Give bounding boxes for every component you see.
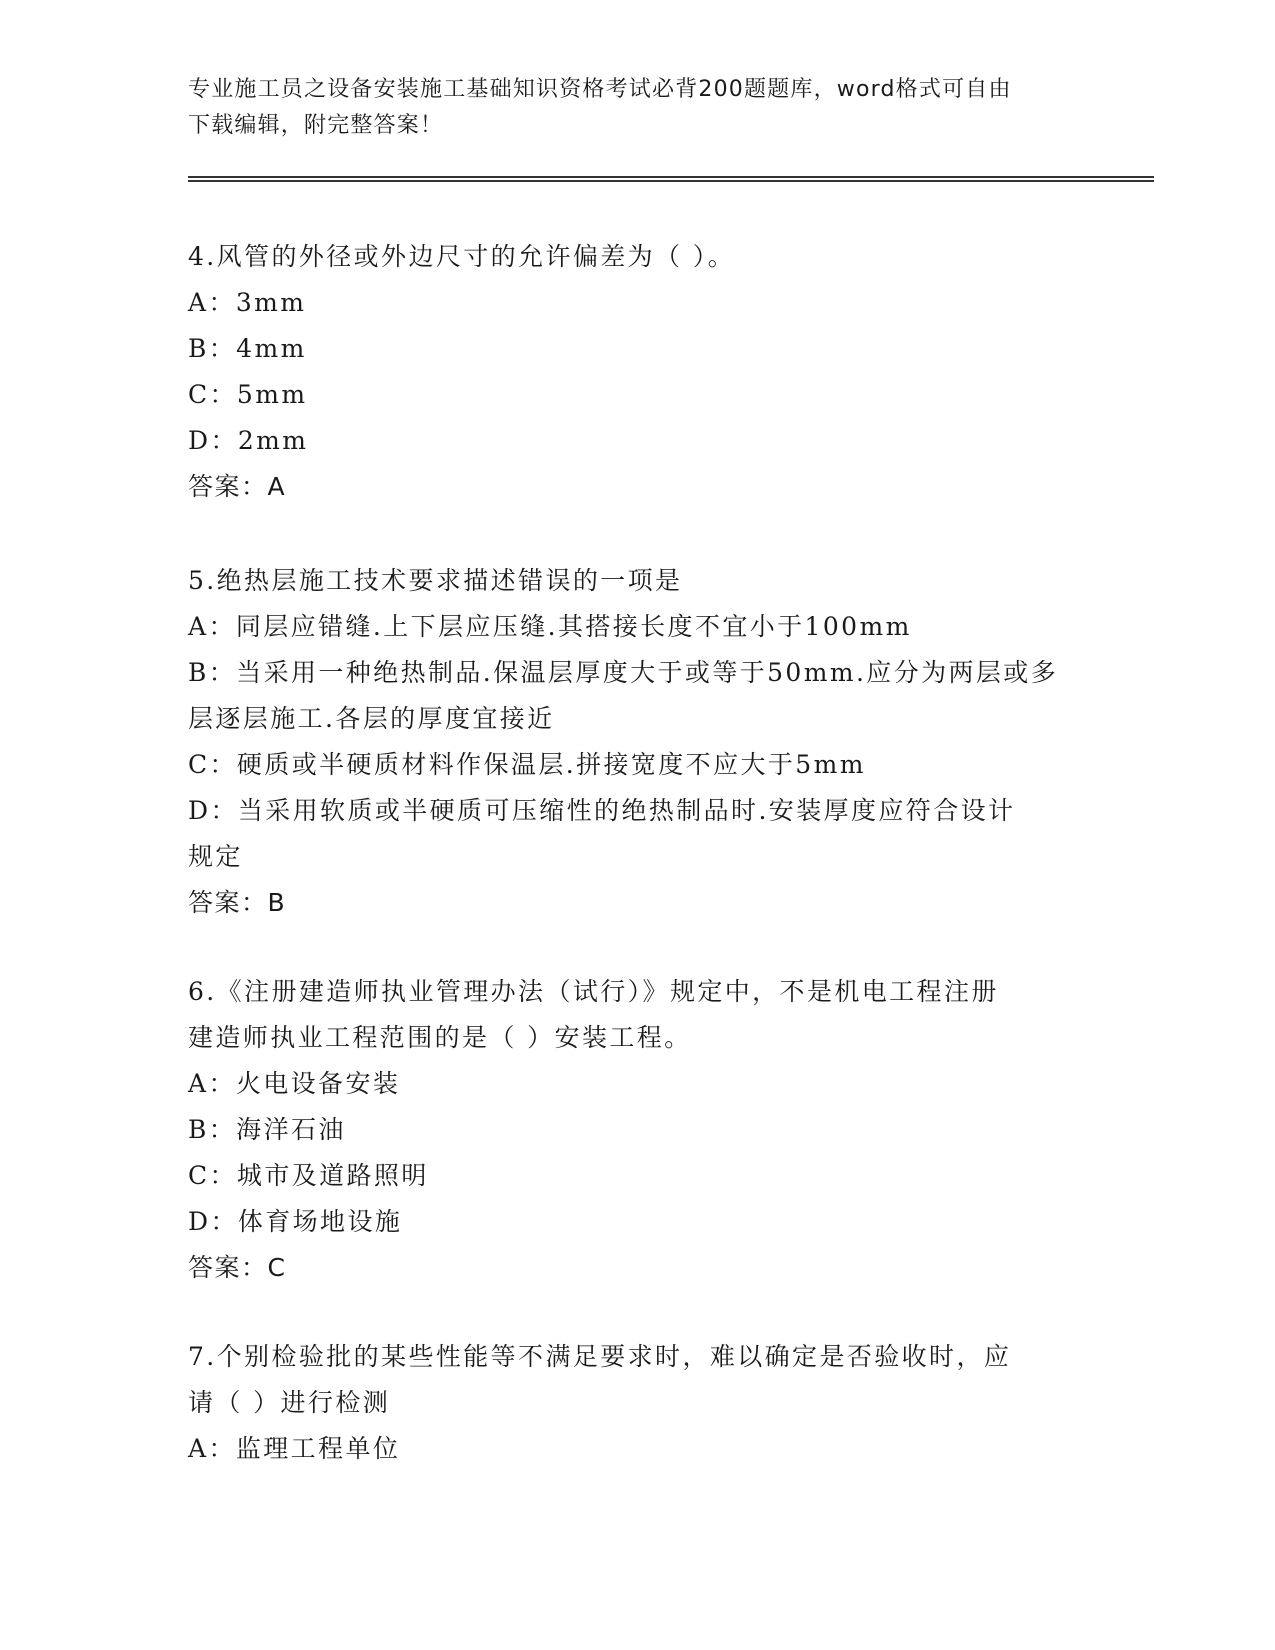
question-4 <box>188 234 1088 510</box>
question-text: 6.《注册建造师执业管理办法（试行）》规定中，不是机电工程注册 <box>188 977 999 1006</box>
question-text: 7.个别检验批的某些性能等不满足要求时，难以确定是否验收时，应 <box>188 1342 1012 1371</box>
question-text-continued: 请（ ）进行检测 <box>188 1388 391 1417</box>
option-d-continued: 规定 <box>188 842 243 871</box>
header-divider <box>188 176 1154 182</box>
answer: 答案：C <box>188 1253 287 1282</box>
answer: 答案：B <box>188 888 287 917</box>
question-7 <box>188 1334 1088 1472</box>
option-b: B：4mm <box>188 334 307 363</box>
option-c: C：城市及道路照明 <box>188 1161 429 1190</box>
option-a: A：火电设备安装 <box>188 1069 401 1098</box>
question-text-continued: 建造师执业工程范围的是（ ）安装工程。 <box>188 1023 692 1052</box>
option-b-continued: 层逐层施工.各层的厚度宜接近 <box>188 704 555 733</box>
question-5 <box>188 558 1088 926</box>
option-b: B：当采用一种绝热制品.保温层厚度大于或等于50mm.应分为两层或多 <box>188 658 1059 687</box>
answer: 答案：A <box>188 472 287 501</box>
option-d: D：体育场地设施 <box>188 1207 403 1236</box>
option-a: A：同层应错缝.上下层应压缝.其搭接长度不宜小于100mm <box>188 612 912 641</box>
document-header <box>188 72 1078 144</box>
option-c: C：硬质或半硬质材料作保温层.拼接宽度不应大于5mm <box>188 750 866 779</box>
option-d: D：2mm <box>188 426 309 455</box>
option-b: B：海洋石油 <box>188 1115 346 1144</box>
question-text: 5.绝热层施工技术要求描述错误的一项是 <box>188 566 683 595</box>
option-d: D：当采用软质或半硬质可压缩性的绝热制品时.安装厚度应符合设计 <box>188 796 1016 825</box>
header-line-2: 下载编辑，附完整答案！ <box>188 113 444 138</box>
question-text: 4.风管的外径或外边尺寸的允许偏差为（ ）。 <box>188 242 736 271</box>
option-a: A：3mm <box>188 288 307 317</box>
question-6 <box>188 969 1088 1291</box>
option-a: A：监理工程单位 <box>188 1434 401 1463</box>
header-line-1: 专业施工员之设备安装施工基础知识资格考试必背200题题库，word格式可自由 <box>188 77 1012 102</box>
option-c: C：5mm <box>188 380 308 409</box>
